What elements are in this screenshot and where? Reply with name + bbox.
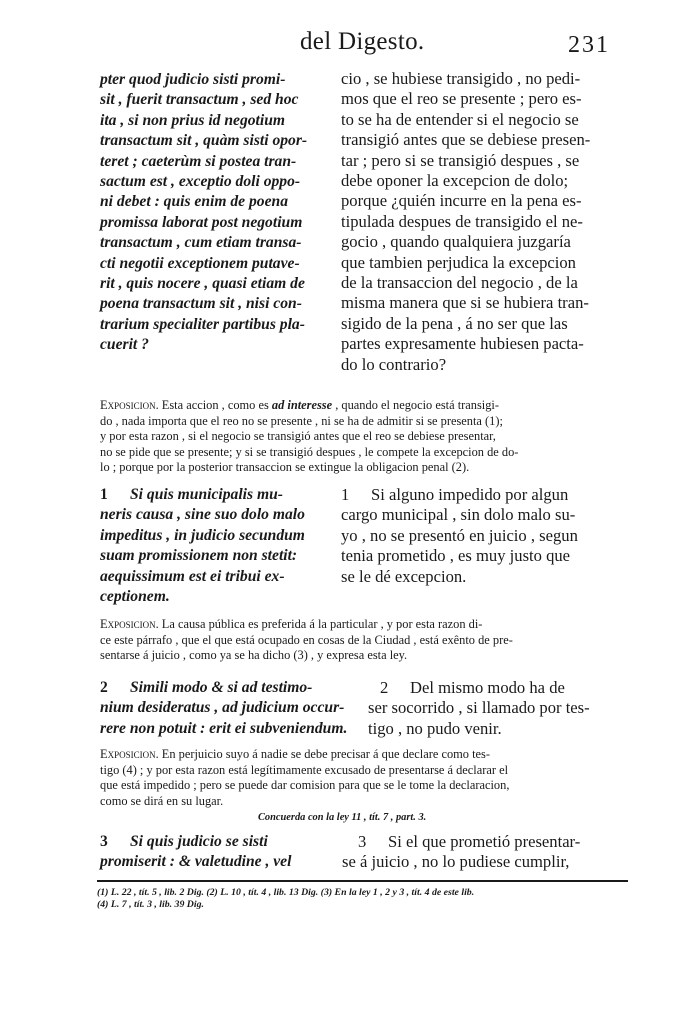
spanish-line: cargo municipal , sin dolo malo su- xyxy=(341,505,576,525)
latin-line: ceptionem. xyxy=(100,588,170,606)
spanish-line: 3 Si el que prometió presentar- xyxy=(358,832,581,851)
exposicion-block-1 xyxy=(100,398,628,476)
exposicion-line: do , nada importa que el reo no se presente , ni se ha de admitir si se presenta (1); xyxy=(100,413,503,428)
section-number: 2 xyxy=(380,678,389,697)
spanish-line: yo , no se presentó en juicio , segun xyxy=(341,525,578,545)
footnote-line: (4) L. 7 , tít. 3 , lib. 39 Dig. xyxy=(97,899,204,910)
exposicion-text: Esta accion , como es xyxy=(158,398,272,412)
section-number: 2 xyxy=(100,679,108,696)
concordance-note: Concuerda con la ley 11 , tít. 7 , part. 3. xyxy=(258,812,427,823)
exposicion-line: que está impedido ; pero se puede dar comision para que se le tome la declaracion, xyxy=(100,778,510,793)
latin-line: sactum est , exceptio doli oppo- xyxy=(100,173,301,191)
spanish-line: to se ha de entender si el negocio se xyxy=(341,109,579,129)
spanish-line: tar ; pero si se transigió despues , se xyxy=(341,150,580,170)
spanish-line: tigo , no pudo venir. xyxy=(368,718,502,738)
exposicion-line: como se dirá en su lugar. xyxy=(100,793,224,808)
spanish-text-section-1 xyxy=(341,485,631,587)
spanish-text-block-1 xyxy=(341,69,631,375)
latin-line: rere non potuit : erit ei subveniendum. xyxy=(100,719,348,737)
latin-line: ni debet : quis enim de poena xyxy=(100,193,288,211)
latin-line: trarium specialiter partibus pla- xyxy=(100,315,305,333)
footnote-rule xyxy=(97,880,628,882)
latin-line: teret ; caeterùm si postea tran- xyxy=(100,152,297,170)
exposicion-line: no se pide que se presente; y si se transigió despues , le compete la excepcion de do- xyxy=(100,444,519,459)
exposicion-block-3 xyxy=(100,747,628,809)
latin-line: 1 Si quis municipalis mu- xyxy=(100,485,340,505)
exposicion-line: lo ; porque por la posterior transaccion se extingue la obligacion penal (2). xyxy=(100,460,470,475)
latin-phrase: ad interesse xyxy=(271,398,333,412)
spanish-line: debe oponer la excepcion de dolo; xyxy=(341,171,569,191)
spanish-line: partes expresamente hubiesen pacta- xyxy=(341,334,584,354)
spanish-line: ser socorrido , si llamado por tes- xyxy=(368,698,590,718)
spanish-line: porque ¿quién incurre en la pena es- xyxy=(341,191,582,211)
spanish-line: misma manera que si se hubiera tran- xyxy=(341,293,589,313)
exposicion-line xyxy=(100,747,628,763)
spanish-line: mos que el reo se presente ; pero es- xyxy=(341,89,582,109)
latin-line: rit , quis nocere , quasi etiam de xyxy=(100,275,305,293)
latin-text-section-3 xyxy=(100,832,340,873)
exposicion-text: , quando el negocio está transigi- xyxy=(332,398,500,412)
latin-line: impeditus , in judicio secundum xyxy=(100,526,305,544)
latin-line: 2 Simili modo & si ad testimo- xyxy=(100,678,360,698)
section-number: 3 xyxy=(358,832,367,851)
latin-line: neris causa , sine suo dolo malo xyxy=(100,506,305,524)
exposicion-text: En perjuicio suyo á nadie se debe precisar á que declare como tes- xyxy=(158,747,490,761)
spanish-line: sigido de la pena , á no ser que las xyxy=(341,313,568,333)
latin-line: suam promissionem non stetit: xyxy=(100,547,298,565)
spanish-line: transigió antes que se debiese presen- xyxy=(341,130,591,150)
spanish-line: tenia prometido , es muy justo que xyxy=(341,546,571,566)
exposicion-line xyxy=(100,398,628,414)
page-number: 231 xyxy=(568,32,610,58)
exposicion-line xyxy=(100,617,628,633)
latin-line: transactum sit , quàm sisti opor- xyxy=(100,132,308,150)
spanish-line: se á juicio , no lo pudiese cumplir, xyxy=(342,852,570,872)
latin-line: sit , fuerit transactum , sed hoc xyxy=(100,91,299,109)
latin-line: promissa laborat post negotium xyxy=(100,213,303,231)
exposicion-label: Exposicion. xyxy=(100,747,159,761)
latin-line: pter quod judicio sisti promi- xyxy=(100,71,286,88)
section-number: 3 xyxy=(100,833,108,850)
latin-line: cuerit ? xyxy=(100,336,149,354)
exposicion-line: ce este párrafo , que el que está ocupado en cosas de la Ciudad , está exênto de pre- xyxy=(100,632,513,647)
exposicion-label: Exposicion. xyxy=(100,617,159,631)
section-number: 1 xyxy=(341,485,350,504)
spanish-line: 1 Si alguno impedido por algun xyxy=(341,485,569,504)
running-title: del Digesto. xyxy=(300,28,425,55)
spanish-line: cio , se hubiese transigido , no pedi- xyxy=(341,69,581,88)
footnotes xyxy=(97,887,637,911)
latin-text-block-1 xyxy=(100,70,330,356)
spanish-line: gocio , quando qualquiera juzgaría xyxy=(341,232,571,252)
spanish-line: tipulada despues de transigido el ne- xyxy=(341,211,583,231)
spanish-line: 2 Del mismo modo ha de xyxy=(380,678,565,697)
exposicion-block-2 xyxy=(100,617,628,664)
latin-line: poena transactum sit , nisi con- xyxy=(100,295,302,313)
spanish-line: de la transaccion del negocio , de la xyxy=(341,273,578,293)
latin-line: cti negotii exceptionem putave- xyxy=(100,254,300,272)
footnote-line: (1) L. 22 , tít. 5 , lib. 2 Dig. (2) L. 10 , tít. 4 , lib. 13 Dig. (3) En la ley 1 , 2 y 3 , tít. 4 de este lib. xyxy=(97,887,475,898)
page-header xyxy=(0,28,682,62)
spanish-line: se le dé excepcion. xyxy=(341,566,467,586)
section-number: 1 xyxy=(100,486,108,503)
exposicion-text: La causa pública es preferida á la particular , y por esta razon di- xyxy=(158,617,483,631)
latin-line: transactum , cum etiam transa- xyxy=(100,234,302,252)
exposicion-label: Exposicion. xyxy=(100,398,159,412)
spanish-text-section-3 xyxy=(342,832,630,873)
spanish-line: do lo contrario? xyxy=(341,354,447,374)
latin-line: 3 Si quis judicio se sisti xyxy=(100,832,340,852)
spanish-line: que tambien perjudica la excepcion xyxy=(341,252,576,272)
latin-text-section-1 xyxy=(100,485,340,607)
spanish-text-section-2 xyxy=(368,678,630,739)
latin-line: promiserit : & valetudine , vel xyxy=(100,853,292,871)
latin-line: aequissimum est ei tribui ex- xyxy=(100,567,285,585)
latin-line: nium desideratus , ad judicium occur- xyxy=(100,699,345,717)
exposicion-line: tigo (4) ; y por esta razon está legítimamente excusado de presentarse á declarar el xyxy=(100,762,509,777)
exposicion-line: y por esta razon , si el negocio se transigió antes que el reo se debiese presentar, xyxy=(100,429,496,444)
latin-text-section-2 xyxy=(100,678,360,739)
exposicion-line: sentarse á juicio , como ya se ha dicho (3) , y expresa esta ley. xyxy=(100,648,408,663)
latin-line: ita , si non prius id negotium xyxy=(100,111,286,129)
